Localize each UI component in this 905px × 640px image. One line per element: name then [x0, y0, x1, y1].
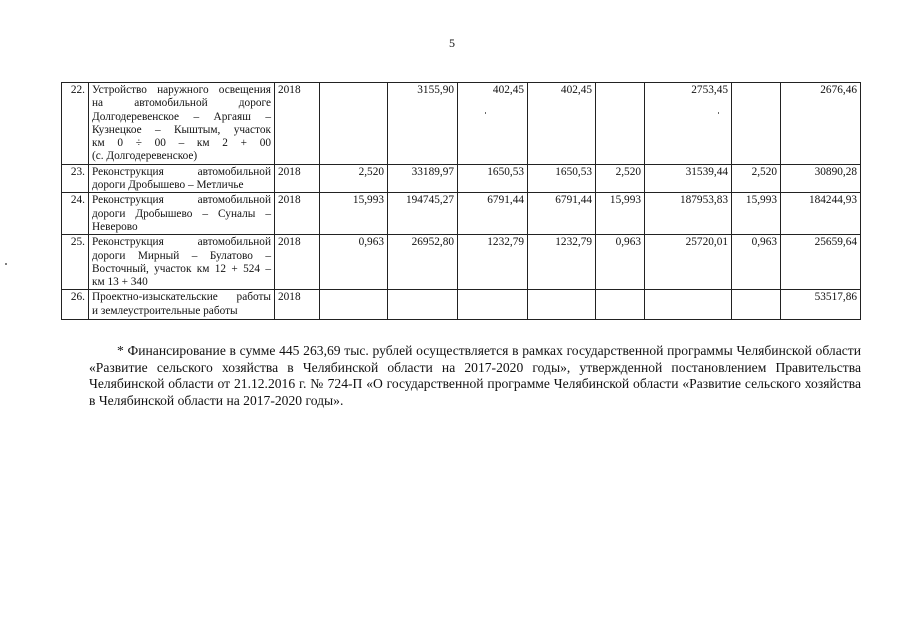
length-km-cell: 0,963: [320, 235, 388, 290]
year-cell: 2018: [275, 193, 320, 235]
regional-budget-cell: [458, 290, 528, 320]
total-cost-cell: [388, 290, 458, 320]
length-2018-cell: 15,993: [732, 193, 781, 235]
amount-2018-cell: 53517,86: [781, 290, 861, 320]
regional-budget-cell: 1650,53: [458, 164, 528, 193]
table-row: [62, 290, 861, 320]
length-2018-cell: 0,963: [732, 235, 781, 290]
table-row: [62, 83, 861, 165]
description-line: Долгодеревенское – Аргаяш –: [92, 110, 271, 123]
regional-budget-2018-cell: 402,45: [528, 83, 596, 165]
description-line: Неверово: [92, 220, 138, 233]
table-row: [62, 164, 861, 193]
length-2018-cell: 2,520: [732, 164, 781, 193]
total-cost-cell: 194745,27: [388, 193, 458, 235]
description-line: км 13 + 340: [92, 276, 148, 289]
description-line: Устройство наружного освещения: [92, 84, 271, 96]
object-description: [89, 83, 275, 165]
object-description: [89, 164, 275, 193]
description-line: Кузнецкое – Кыштым, участок: [92, 123, 271, 136]
federal-length-cell: [596, 290, 645, 320]
scan-speck: [485, 112, 486, 114]
financing-table: [61, 82, 861, 320]
total-cost-cell: 26952,80: [388, 235, 458, 290]
length-km-cell: [320, 83, 388, 165]
description-line: Восточный, участок км 12 + 524 –: [92, 262, 271, 275]
description-line: км 0 ÷ 00 – км 2 + 00: [92, 137, 271, 150]
row-number: 24.: [62, 193, 89, 235]
federal-budget-cell: 187953,83: [645, 193, 732, 235]
year-cell: 2018: [275, 83, 320, 165]
description-line: Реконструкция автомобильной: [92, 236, 271, 249]
regional-budget-cell: 6791,44: [458, 193, 528, 235]
description-line: дороги Дробышево – Метличье: [92, 179, 244, 192]
description-line: Проектно-изыскательские работы: [92, 291, 271, 304]
federal-length-cell: 0,963: [596, 235, 645, 290]
footnote: * Финансирование в сумме 445 263,69 тыс. рублей осуществляется в рамках государственной программы Челябинской области «Развитие сельского хозяйства в Челябинской области на 2017-2020 годы», утвержденной постановлением Правительства Челябинской области от 21.12.2016 г. № 724-П «О государственной программе Челябинской области «Развитие сельского хозяйства в Челябинской области на 2017-2020 годы».: [89, 343, 861, 408]
row-number: 26.: [62, 290, 89, 320]
table-body: [62, 83, 861, 320]
length-2018-cell: [732, 83, 781, 165]
length-km-cell: 15,993: [320, 193, 388, 235]
federal-budget-cell: 25720,01: [645, 235, 732, 290]
object-description: [89, 290, 275, 320]
federal-budget-cell: 31539,44: [645, 164, 732, 193]
total-cost-cell: 3155,90: [388, 83, 458, 165]
length-km-cell: 2,520: [320, 164, 388, 193]
year-cell: 2018: [275, 290, 320, 320]
length-2018-cell: [732, 290, 781, 320]
federal-budget-cell: [645, 290, 732, 320]
length-km-cell: [320, 290, 388, 320]
description-line: дороги Мирный – Булатово –: [92, 249, 271, 262]
regional-budget-2018-cell: 1650,53: [528, 164, 596, 193]
federal-length-cell: 15,993: [596, 193, 645, 235]
description-line: дороги Дробышево – Суналы –: [92, 207, 271, 220]
federal-length-cell: 2,520: [596, 164, 645, 193]
description-line: (с. Долгодеревенское): [92, 150, 198, 163]
regional-budget-cell: 402,45: [458, 83, 528, 165]
amount-2018-cell: 30890,28: [781, 164, 861, 193]
description-line: Реконструкция автомобильной: [92, 194, 271, 207]
row-number: 22.: [62, 83, 89, 165]
year-cell: 2018: [275, 235, 320, 290]
description-line: и землеустроительные работы: [92, 304, 238, 317]
description-line: Реконструкция автомобильной: [92, 165, 271, 178]
description-line: на автомобильной дороге: [92, 97, 271, 110]
amount-2018-cell: 184244,93: [781, 193, 861, 235]
amount-2018-cell: 2676,46: [781, 83, 861, 165]
total-cost-cell: 33189,97: [388, 164, 458, 193]
federal-length-cell: [596, 83, 645, 165]
row-number: 23.: [62, 164, 89, 193]
table-row: [62, 193, 861, 235]
object-description: [89, 193, 275, 235]
regional-budget-2018-cell: [528, 290, 596, 320]
row-number: 25.: [62, 235, 89, 290]
amount-2018-cell: 25659,64: [781, 235, 861, 290]
page-number: 5: [449, 36, 455, 50]
scan-speck: [5, 263, 7, 265]
scan-speck: [718, 112, 719, 114]
object-description: [89, 235, 275, 290]
federal-budget-cell: 2753,45: [645, 83, 732, 165]
table-row: [62, 235, 861, 290]
year-cell: 2018: [275, 164, 320, 193]
regional-budget-2018-cell: 6791,44: [528, 193, 596, 235]
regional-budget-2018-cell: 1232,79: [528, 235, 596, 290]
regional-budget-cell: 1232,79: [458, 235, 528, 290]
